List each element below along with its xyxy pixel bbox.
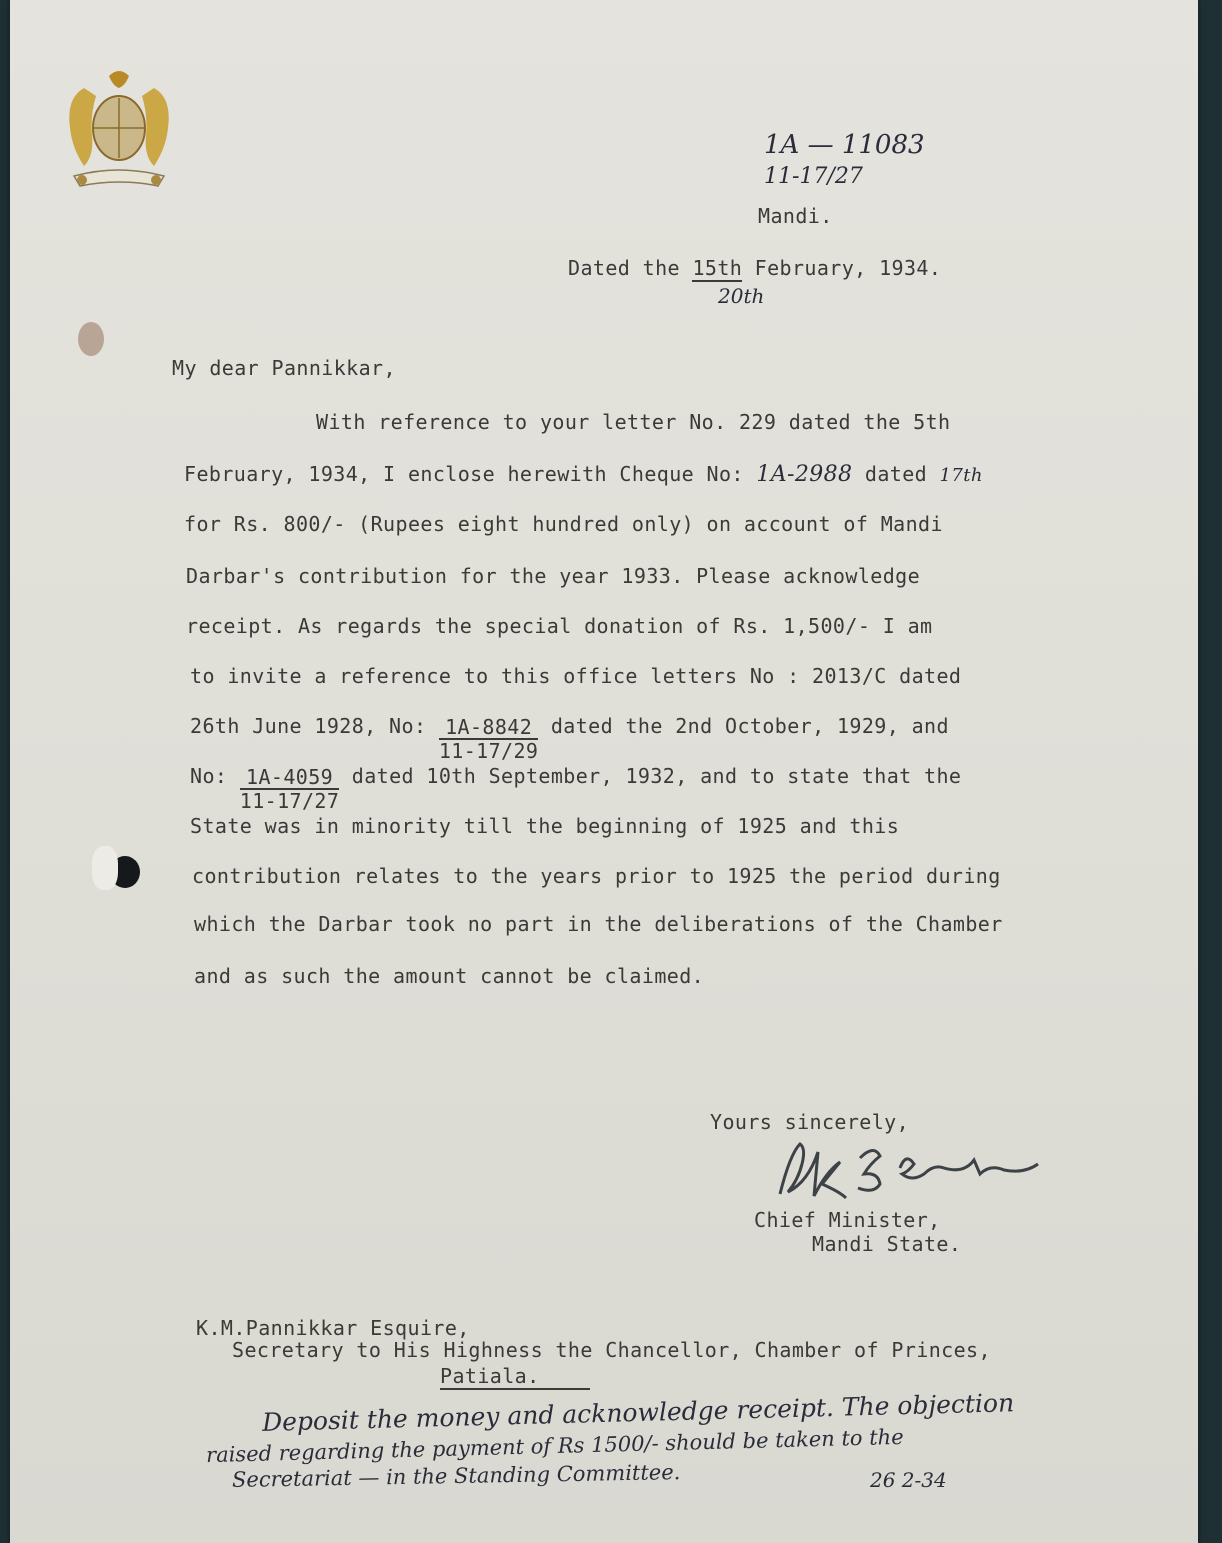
signature-icon xyxy=(770,1128,1060,1208)
body-line-6: to invite a reference to this office letters No : 2013/C dated xyxy=(190,664,962,688)
body-line-2-text: February, 1934, I enclose herewith Cheque No: xyxy=(184,462,744,486)
paper-stain xyxy=(78,322,104,356)
body-line-8-text: No: xyxy=(190,764,228,788)
coat-of-arms-icon xyxy=(54,68,184,202)
body-line-1: With reference to your letter No. 229 dated the 5th xyxy=(316,410,951,434)
marginal-note-line-3: Secretariat — in the Standing Committee. xyxy=(231,1460,681,1492)
reference-1932 xyxy=(240,766,340,812)
reference-1928-file: 11-17/29 xyxy=(438,739,539,763)
body-line-10: contribution relates to the years prior to 1925 the period during xyxy=(192,864,1001,888)
letter-page xyxy=(10,0,1198,1543)
reference-1932-number: 1A-4059 xyxy=(240,766,340,790)
date-prefix: Dated the xyxy=(568,256,680,280)
signatory-title: Chief Minister, xyxy=(754,1208,941,1232)
salutation: My dear Pannikkar, xyxy=(172,356,396,380)
place-line: Mandi. xyxy=(758,204,833,228)
date-line xyxy=(568,258,941,278)
body-line-8-rest: dated 10th September, 1932, and to state that the xyxy=(351,764,962,788)
body-line-5: receipt. As regards the special donation of Rs. 1,500/- I am xyxy=(186,614,933,638)
addressee-city-text: Patiala. xyxy=(440,1364,590,1390)
body-line-3: for Rs. 800/- (Rupees eight hundred only) on account of Mandi xyxy=(184,512,943,536)
marginal-note-line-2: raised regarding the payment of Rs 1500/- should be taken to the xyxy=(205,1424,904,1468)
body-line-12: and as such the amount cannot be claimed. xyxy=(194,964,705,988)
handwritten-reference: 1A — 11083 xyxy=(764,130,925,160)
body-line-8 xyxy=(190,766,961,812)
body-line-11: which the Darbar took no part in the deliberations of the Chamber xyxy=(194,912,1003,936)
marginal-note-line-1: Deposit the money and acknowledge receipt. The objection xyxy=(261,1388,1015,1437)
paper-tear xyxy=(92,846,118,890)
cheque-number-hand: 1A-2988 xyxy=(756,462,853,487)
body-line-7-text: 26th June 1928, No: xyxy=(190,714,427,738)
addressee-role: Secretary to His Highness the Chancellor, Chamber of Princes, xyxy=(232,1338,991,1362)
body-line-9: State was in minority till the beginning of 1925 and this xyxy=(190,814,900,838)
body-line-7 xyxy=(190,716,949,762)
signatory-org: Mandi State. xyxy=(812,1232,962,1256)
handwritten-reference-file: 11-17/27 xyxy=(764,164,863,189)
closing: Yours sincerely, xyxy=(710,1110,910,1134)
cheque-date-hand: 17th xyxy=(939,465,983,486)
addressee-name: K.M.Pannikkar Esquire, xyxy=(196,1316,470,1340)
addressee-city xyxy=(440,1366,590,1386)
reference-1928 xyxy=(439,716,539,762)
body-line-4: Darbar's contribution for the year 1933. Please acknowledge xyxy=(186,564,921,588)
body-line-2 xyxy=(184,464,983,486)
reference-1928-number: 1A-8842 xyxy=(439,716,539,740)
marginal-note-date: 26 2-34 xyxy=(870,1468,947,1492)
date-day: 15th xyxy=(692,256,743,280)
body-line-2-dated: dated xyxy=(864,462,928,486)
body-line-7-rest: dated the 2nd October, 1929, and xyxy=(550,714,949,738)
reference-1932-file: 11-17/27 xyxy=(239,789,340,813)
date-rest: February, 1934. xyxy=(754,256,942,280)
date-hand-note: 20th xyxy=(718,284,765,308)
